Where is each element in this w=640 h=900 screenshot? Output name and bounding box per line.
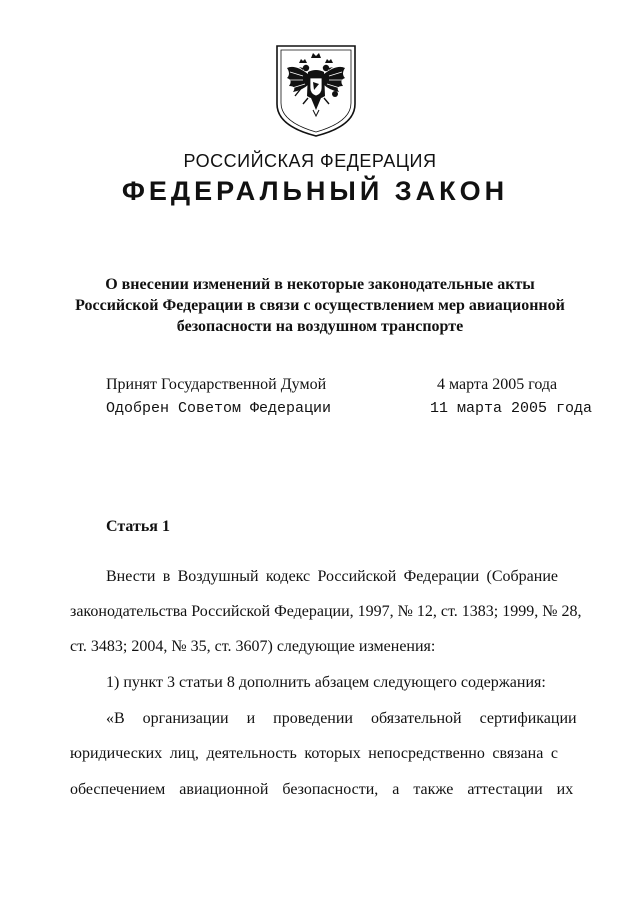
- article-text-line: юридических лиц, деятельность которых непосредственно связана с: [70, 745, 558, 762]
- article-text-line: Внести в Воздушный кодекс Российской Федерации (Собрание: [106, 568, 558, 585]
- article-text-line: ст. 3483; 2004, № 35, ст. 3607) следующие изменения:: [70, 638, 436, 655]
- council-approval-date: 11 марта 2005 года: [430, 400, 593, 417]
- country-name: РОССИЙСКАЯ ФЕДЕРАЦИЯ: [183, 151, 437, 171]
- law-title-line: Российской Федерации в связи с осуществлением мер авиационной: [75, 297, 565, 314]
- article-text-line: обеспечением авиационной безопасности, а также аттестации их: [70, 781, 574, 798]
- council-approval-label: Одобрен Советом Федерации: [106, 400, 332, 417]
- article-text-line: законодательства Российской Федерации, 1997, № 12, ст. 1383; 1999, № 28,: [70, 603, 582, 620]
- duma-adoption-date: 4 марта 2005 года: [437, 376, 558, 393]
- law-title-line: О внесении изменений в некоторые законодательные акты: [105, 276, 535, 293]
- article-heading: Статья 1: [106, 518, 170, 535]
- law-title: [60, 274, 580, 337]
- law-title-line: безопасности на воздушном транспорте: [176, 318, 464, 335]
- document-type: ФЕДЕРАЛЬНЫЙ ЗАКОН: [121, 176, 509, 206]
- article-text-line: «В организации и проведении обязательной сертификации: [106, 710, 577, 727]
- duma-adoption-label: Принят Государственной Думой: [106, 376, 327, 393]
- russian-coat-of-arms-icon: [275, 44, 357, 138]
- article-text-line: 1) пункт 3 статьи 8 дополнить абзацем следующего содержания:: [106, 674, 546, 691]
